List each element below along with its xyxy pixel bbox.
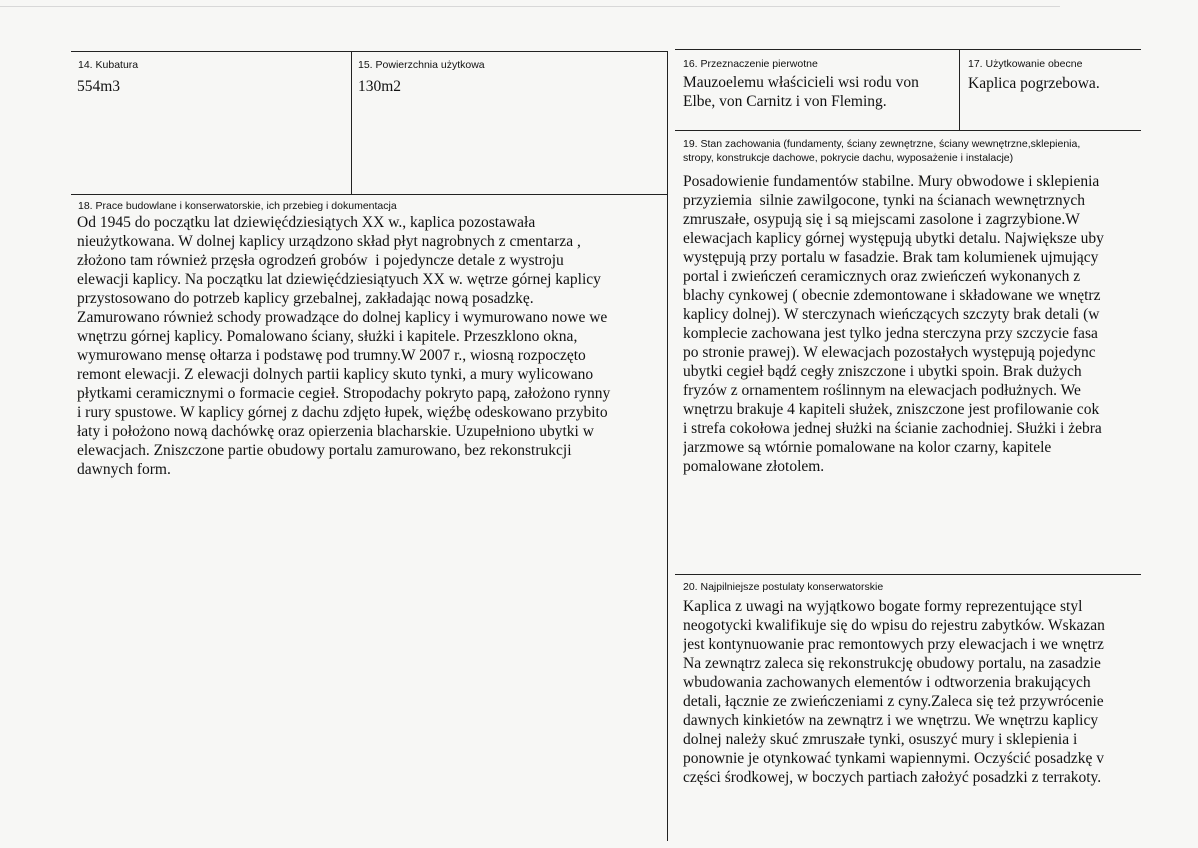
scan-edge-line xyxy=(0,6,1060,7)
top-rule-right xyxy=(675,49,1141,50)
uzytkowanie-label: 17. Użytkowanie obecne xyxy=(968,58,1083,70)
rule-18-top xyxy=(71,194,667,195)
stan-label: 19. Stan zachowania (fundamenty, ściany zewnętrzne, ściany wewnętrzne,sklepienia, stropy, konstrukcje dachowe, pokrycie dachu, wyposażenie i instalacje) xyxy=(683,138,1081,164)
powierzchnia-value: 130m2 xyxy=(358,78,402,95)
postulaty-value: Kaplica z uwagi na wyjątkowo bogate formy reprezentujące styl neogotycki kwalifikuje się do wpisu do rejestru zabytków. Wskazan jest kontynuowanie prac remontowych przy elewacjach i we wnętrz Na zewnątrz zaleca się rekonstrukcję obudowy portalu, na zasadzie wbudowania zachowanych elementów i odtworzenia brakujących detali, łącznie ze zwieńczeniami z cyny.Zaleca się też przywrócenie dawnych kinkietów na zewnątrz i we wnętrzu. We wnętrzu kaplicy dolnej należy skuć zmruszałe tynki, osuszyć mury i sklepienia i ponownie je otynkować tynkami wapiennymi. Oczyścić posadzkę v części środkowej, w boczych partiach założyć posadzki z terrakoty. xyxy=(683,598,1105,786)
powierzchnia-label: 15. Powierzchnia użytkowa xyxy=(358,59,485,71)
kubatura-value: 554m3 xyxy=(77,78,121,95)
top-rule-left xyxy=(71,51,667,52)
divider-center xyxy=(667,51,668,841)
postulaty-label: 20. Najpilniejsze postulaty konserwatorskie xyxy=(683,581,884,593)
rule-20-top xyxy=(675,574,1141,575)
przeznaczenie-value: Mauzoelemu właścicieli wsi rodu von Elbe, von Carnitz i von Fleming. xyxy=(683,74,919,110)
przeznaczenie-label: 16. Przeznaczenie pierwotne xyxy=(683,58,818,70)
divider-14-15 xyxy=(351,51,352,194)
uzytkowanie-value: Kaplica pogrzebowa. xyxy=(968,75,1100,92)
prace-value: Od 1945 do początku lat dziewięćdziesiątych XX w., kaplica pozostawała nieużytkowana. W dolnej kaplicy urządzono skład płyt nagrobnych z cmentarza , złożono tam również przęsła ogrodzeń grobów i pojedyncze detale z wystroju elewacji kaplicy. Na początku lat dziewięćdziesiątyuch XX w. wętrze górnej kaplicy przystosowano do potrzeb kaplicy grzebalnej, zakładając nową posadzkę. Zamurowano również schody prowadzące do dolnej kaplicy i wymurowano nowe we wnętrzu górnej kaplicy. Pomalowano ściany, służki i kapitele. Przeszklono okna, wymurowano mensę ołtarza i podstawę pod trumny.W 2007 r., wiosną rozpoczęto remont elewacji. Z elewacji dolnych partii kaplicy skuto tynki, a mury wylicowano płytkami ceramicznymi o formacie cegieł. Stropodachy pokryto papą, założono rynny i rury spustowe. W kaplicy górnej z dachu zdjęto łupek, więźbę odeskowano przybito łaty i położono nową dachówkę oraz opierzenia blacharskie. Uzupełniono ubytki w elewacjach. Zniszczone partie obudowy portalu zamurowano, bez rekonstrukcji dawnych form. xyxy=(77,214,611,478)
kubatura-label: 14. Kubatura xyxy=(78,59,139,71)
divider-16-17 xyxy=(959,49,960,130)
prace-label: 18. Prace budowlane i konserwatorskie, ich przebieg i dokumentacja xyxy=(78,200,397,212)
stan-value: Posadowienie fundamentów stabilne. Mury obwodowe i sklepienia przyziemia silnie zawilgocone, tynki na ścianach wewnętrznych zmruszałe, osypują się i są miejscami zasolone i zagrzybione.W elewacjach kaplicy górnej występują ubytki detalu. Największe uby występują przy portalu w fasadzie. Brak tam kolumienek ujmujący portal i zwieńczeń ceramicznych oraz zwieńczeń wykonanych z blachy cynkowej ( obecnie zdemontowane i składowane we wnętrz kaplicy dolnej). W sterczynach wieńczących szczyty brak detali (w komplecie zachowana jest tylko jedna sterczyna przy szczycie fasa po stronie prawej). W elewacjach pozostałych występują pojedync ubytki cegieł bądź cegły zniszczone i ubytki spoin. Brak dużych fryzów z ornamentem roślinnym na elewacjach podłużnych. We wnętrzu brakuje 4 kapiteli służek, zniszczone jest profilowanie cok i strefa cokołowa jednej służki na ścianie zachodniej. Służki i żebra jarzmowe są wtórnie pomalowane na kolor czarny, kapitele pomalowane złotolem. xyxy=(683,173,1104,475)
rule-19-top xyxy=(675,130,1141,131)
